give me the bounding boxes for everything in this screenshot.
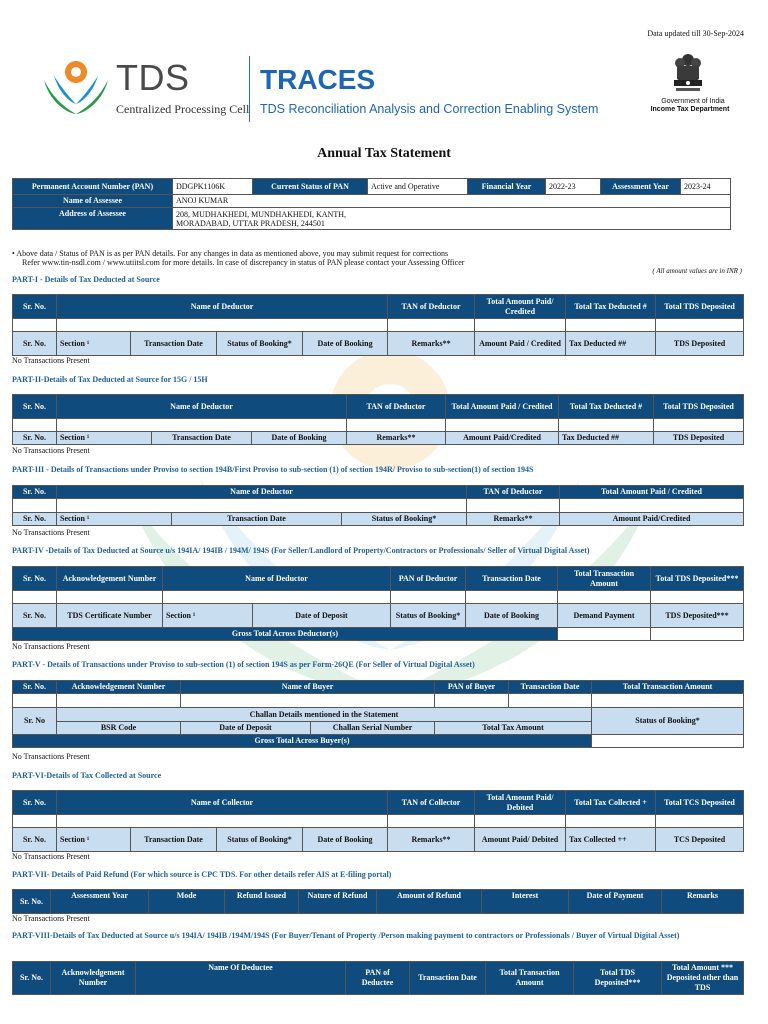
col-total-tax-deducted: Total Tax Deducted # — [566, 295, 656, 319]
part-4-no-transactions: No Transactions Present — [12, 642, 90, 651]
sub-col-section: Section ¹ — [57, 332, 131, 356]
sub-col-date-of-booking: Date of Booking — [303, 332, 388, 356]
col-pan-of-deductee: PAN of Deductee — [346, 962, 410, 995]
assessee-name-label: Name of Assessee — [13, 195, 173, 208]
col-total-amount-paid: Total Amount Paid / Credited — [560, 486, 744, 499]
part-7-no-transactions: No Transactions Present — [12, 914, 90, 923]
sub-col-status-of-booking: Status of Booking* — [217, 332, 303, 356]
col-total-tds-deposited: Total TDS Deposited*** — [574, 962, 662, 995]
col-acknowledgement-number: Acknowledgement Number — [57, 567, 163, 591]
col-total-amount-other-than-tds: Total Amount *** Deposited other than TDS — [662, 962, 744, 995]
col-name-of-deductor: Name of Deductor — [57, 486, 467, 499]
col-tan-of-deductor: TAN of Deductor — [388, 295, 475, 319]
traces-title: TRACES — [260, 64, 376, 95]
sub-col-date-of-booking: Date of Booking — [252, 432, 347, 445]
tds-logo-icon — [40, 56, 112, 116]
sub-col-status-of-booking: Status of Booking* — [592, 708, 744, 735]
sub-col-bsr-code: BSR Code — [57, 722, 181, 735]
col-tan-of-deductor: TAN of Deductor — [347, 395, 446, 419]
pan-status-value: Active and Operative — [368, 179, 468, 195]
sub-col-tds-deposited: TDS Deposited — [656, 332, 744, 356]
sub-col-tax-deducted: Tax Deducted ## — [566, 332, 656, 356]
sub-col-remarks: Remarks** — [388, 828, 475, 852]
sub-col-tax-deducted: Tax Deducted ## — [559, 432, 654, 445]
col-name-of-deductor: Name of Deductor — [163, 567, 391, 591]
col-total-tax-deducted: Total Tax Deducted # — [559, 395, 654, 419]
col-sr-no: Sr. No. — [13, 681, 57, 694]
col-total-tax-collected: Total Tax Collected + — [566, 791, 656, 815]
sub-col-amount-paid: Amount Paid/Credited — [560, 513, 744, 526]
col-total-tcs-deposited: Total TCS Deposited — [656, 791, 744, 815]
col-name-of-deductor: Name of Deductor — [57, 395, 347, 419]
col-total-transaction-amount: Total Transaction Amount — [592, 681, 744, 694]
challan-details-header: Challan Details mentioned in the Statement — [57, 708, 592, 722]
col-nature-of-refund: Nature of Refund — [299, 890, 377, 914]
sub-col-sr-no: Sr. No — [13, 708, 57, 735]
part-3-table — [12, 485, 744, 526]
col-name-of-deductee: Name Of Deductee — [136, 962, 346, 995]
sub-col-total-tax-amount: Total Tax Amount — [435, 722, 592, 735]
sub-col-section: Section ¹ — [57, 513, 172, 526]
col-sr-no: Sr. No. — [13, 567, 57, 591]
sub-col-sr-no: Sr. No. — [13, 432, 57, 445]
col-sr-no: Sr. No. — [13, 962, 51, 995]
col-total-tds-deposited: Total TDS Deposited — [656, 295, 744, 319]
col-acknowledgement-number: Acknowledgement Number — [57, 681, 181, 694]
col-sr-no: Sr. No. — [13, 486, 57, 499]
col-total-amount-paid: Total Amount Paid/ Credited — [475, 295, 566, 319]
col-remarks: Remarks — [662, 890, 744, 914]
sub-col-sr-no: Sr. No. — [13, 604, 57, 628]
col-total-tds-deposited: Total TDS Deposited*** — [651, 567, 744, 591]
financial-year-label: Financial Year — [468, 179, 546, 195]
part-8-title: PART-VIII-Details of Tax Deducted at Source u/s 194IA/ 194IB /194M/194S (For Buyer/Tenant of Property /Person making payment to contractors or Professionals / Buyer of Virtual Digital Asset) — [12, 931, 680, 940]
part-6-no-transactions: No Transactions Present — [12, 852, 90, 861]
sub-col-remarks: Remarks** — [467, 513, 560, 526]
sub-col-section: Section ¹ — [163, 604, 253, 628]
part-6-table — [12, 790, 744, 852]
col-total-amount-paid: Total Amount Paid/ Debited — [475, 791, 566, 815]
col-acknowledgement-number: Acknowledgement Number — [51, 962, 136, 995]
government-of-india-text: Government of India — [661, 98, 725, 105]
part-2-no-transactions: No Transactions Present — [12, 446, 90, 455]
header-divider — [249, 56, 250, 122]
col-amount-of-refund: Amount of Refund — [377, 890, 482, 914]
sub-col-tds-deposited: TDS Deposited — [654, 432, 744, 445]
part-6-title: PART-VI-Details of Tax Collected at Source — [12, 771, 162, 780]
col-transaction-date: Transaction Date — [509, 681, 592, 694]
amount-inr-note: ( All amount values are in INR ) — [652, 267, 742, 275]
traces-subtitle: TDS Reconciliation Analysis and Correction Enabling System — [260, 102, 599, 116]
col-pan-of-deductor: PAN of Deductor — [391, 567, 466, 591]
col-assessment-year: Assessment Year — [51, 890, 149, 914]
col-total-amount-paid: Total Amount Paid / Credited — [446, 395, 559, 419]
col-name-of-deductor: Name of Deductor — [57, 295, 388, 319]
pan-note-line-1: • Above data / Status of PAN is as per PAN details. For any changes in data as mentioned above, you may submit request for corrections — [12, 249, 449, 258]
col-pan-of-buyer: PAN of Buyer — [435, 681, 509, 694]
part-7-table — [12, 889, 744, 914]
assessment-year-value: 2023-24 — [681, 179, 731, 195]
gross-total-deductors: Gross Total Across Deductor(s) — [13, 628, 558, 641]
sub-col-date-of-booking: Date of Booking — [466, 604, 558, 628]
sub-col-sr-no: Sr. No. — [13, 332, 57, 356]
sub-col-date-of-deposit: Date of Deposit — [181, 722, 311, 735]
col-interest: Interest — [482, 890, 569, 914]
sub-col-tds-certificate-number: TDS Certificate Number — [57, 604, 163, 628]
col-total-transaction-amount: Total Transaction Amount — [486, 962, 574, 995]
col-tan-of-deductor: TAN of Deductor — [467, 486, 560, 499]
col-name-of-collector: Name of Collector — [57, 791, 388, 815]
address-line-1: 208, MUDHAKHEDI, MUNDHAKHEDI, KANTH, — [176, 209, 346, 219]
sub-col-challan-serial-number: Challan Serial Number — [311, 722, 435, 735]
col-sr-no: Sr. No. — [13, 295, 57, 319]
part-1-table — [12, 294, 744, 356]
sub-col-status-of-booking: Status of Booking* — [391, 604, 466, 628]
assessee-name-value: ANOJ KUMAR — [173, 195, 731, 208]
col-transaction-date: Transaction Date — [466, 567, 558, 591]
part-2-title: PART-II-Details of Tax Deducted at Source for 15G / 15H — [12, 375, 208, 384]
col-date-of-payment: Date of Payment — [569, 890, 662, 914]
part-2-table — [12, 394, 744, 445]
address-line-2: MORADABAD, UTTAR PRADESH, 244501 — [176, 218, 325, 228]
sub-col-status-of-booking: Status of Booking* — [342, 513, 467, 526]
sub-col-transaction-date: Transaction Date — [131, 332, 217, 356]
part-3-title: PART-III - Details of Transactions under Proviso to section 194B/First Proviso to sub-section (1) of section 194R/ Proviso to sub-section(1) of section 194S — [12, 465, 534, 474]
part-7-title: PART-VII- Details of Paid Refund (For which source is CPC TDS. For other details refer AIS at E-filing portal) — [12, 870, 392, 879]
sub-col-amount-paid: Amount Paid/Credited — [446, 432, 559, 445]
financial-year-value: 2022-23 — [546, 179, 601, 195]
sub-col-transaction-date: Transaction Date — [172, 513, 342, 526]
income-tax-department-text: Income Tax Department — [650, 106, 730, 113]
cpc-text: Centralized Processing Cell — [116, 102, 250, 116]
col-transaction-date: Transaction Date — [410, 962, 486, 995]
sub-col-transaction-date: Transaction Date — [131, 828, 217, 852]
pan-note-line-2: Refer www.tin-nsdl.com / www.utiitsl.com for more details. In case of discrepancy in status of PAN please contact your Assessing Officer — [22, 258, 465, 267]
part-5-table — [12, 680, 744, 748]
col-total-transaction-amount: Total Transaction Amount — [558, 567, 651, 591]
sub-col-remarks: Remarks** — [388, 332, 475, 356]
part-4-table — [12, 566, 744, 641]
pan-value: DDGPK1106K — [173, 179, 253, 195]
sub-col-demand-payment: Demand Payment — [558, 604, 651, 628]
sub-col-tax-collected: Tax Collected ++ — [566, 828, 656, 852]
part-8-table — [12, 961, 744, 995]
tds-logo-text: TDS — [116, 57, 190, 98]
col-mode: Mode — [149, 890, 225, 914]
col-sr-no: Sr. No. — [13, 791, 57, 815]
sub-col-section: Section ¹ — [57, 828, 131, 852]
part-5-title: PART-V - Details of Transactions under Proviso to sub-section (1) of section 194S as per Form-26QE (For Seller of Virtual Digital Asset) — [12, 660, 475, 669]
col-sr-no: Sr. No. — [13, 395, 57, 419]
assessee-address-label: Address of Assessee — [13, 208, 173, 230]
sub-col-tds-deposited: TDS Deposited*** — [651, 604, 744, 628]
sub-col-amount-paid: Amount Paid/ Debited — [475, 828, 566, 852]
sub-col-date-of-deposit: Date of Deposit — [253, 604, 391, 628]
pan-label: Permanent Account Number (PAN) — [13, 179, 173, 195]
part-4-title: PART-IV -Details of Tax Deducted at Source u/s 194IA/ 194IB / 194M/ 194S (For Seller/Landlord of Property/Contractors or Professionals/ Seller of Virtual Digital Asset) — [12, 546, 590, 555]
page-title: Annual Tax Statement — [317, 146, 451, 161]
col-tan-of-collector: TAN of Collector — [388, 791, 475, 815]
sub-col-date-of-booking: Date of Booking — [303, 828, 388, 852]
part-5-no-transactions: No Transactions Present — [12, 752, 90, 761]
sub-col-sr-no: Sr. No. — [13, 513, 57, 526]
part-1-no-transactions: No Transactions Present — [12, 356, 90, 365]
sub-col-section: Section ¹ — [57, 432, 152, 445]
col-sr-no: Sr. No. — [13, 890, 51, 914]
gross-total-buyers: Gross Total Across Buyer(s) — [13, 735, 592, 748]
part-3-no-transactions: No Transactions Present — [12, 528, 90, 537]
col-name-of-buyer: Name of Buyer — [181, 681, 435, 694]
sub-col-status-of-booking: Status of Booking* — [217, 828, 303, 852]
part-1-title: PART-I - Details of Tax Deducted at Source — [12, 275, 160, 284]
sub-col-tcs-deposited: TCS Deposited — [656, 828, 744, 852]
assessment-year-label: Assessment Year — [601, 179, 681, 195]
national-emblem-icon — [670, 52, 706, 96]
pan-status-label: Current Status of PAN — [253, 179, 368, 195]
sub-col-transaction-date: Transaction Date — [152, 432, 252, 445]
col-refund-issued: Refund Issued — [225, 890, 299, 914]
data-updated-text: Data updated till 30-Sep-2024 — [647, 29, 744, 38]
assessee-info-table — [12, 178, 731, 230]
sub-col-remarks: Remarks** — [347, 432, 446, 445]
col-total-tds-deposited: Total TDS Deposited — [654, 395, 744, 419]
sub-col-sr-no: Sr. No. — [13, 828, 57, 852]
sub-col-amount-paid: Amount Paid / Credited — [475, 332, 566, 356]
assessee-address-value — [173, 208, 731, 230]
